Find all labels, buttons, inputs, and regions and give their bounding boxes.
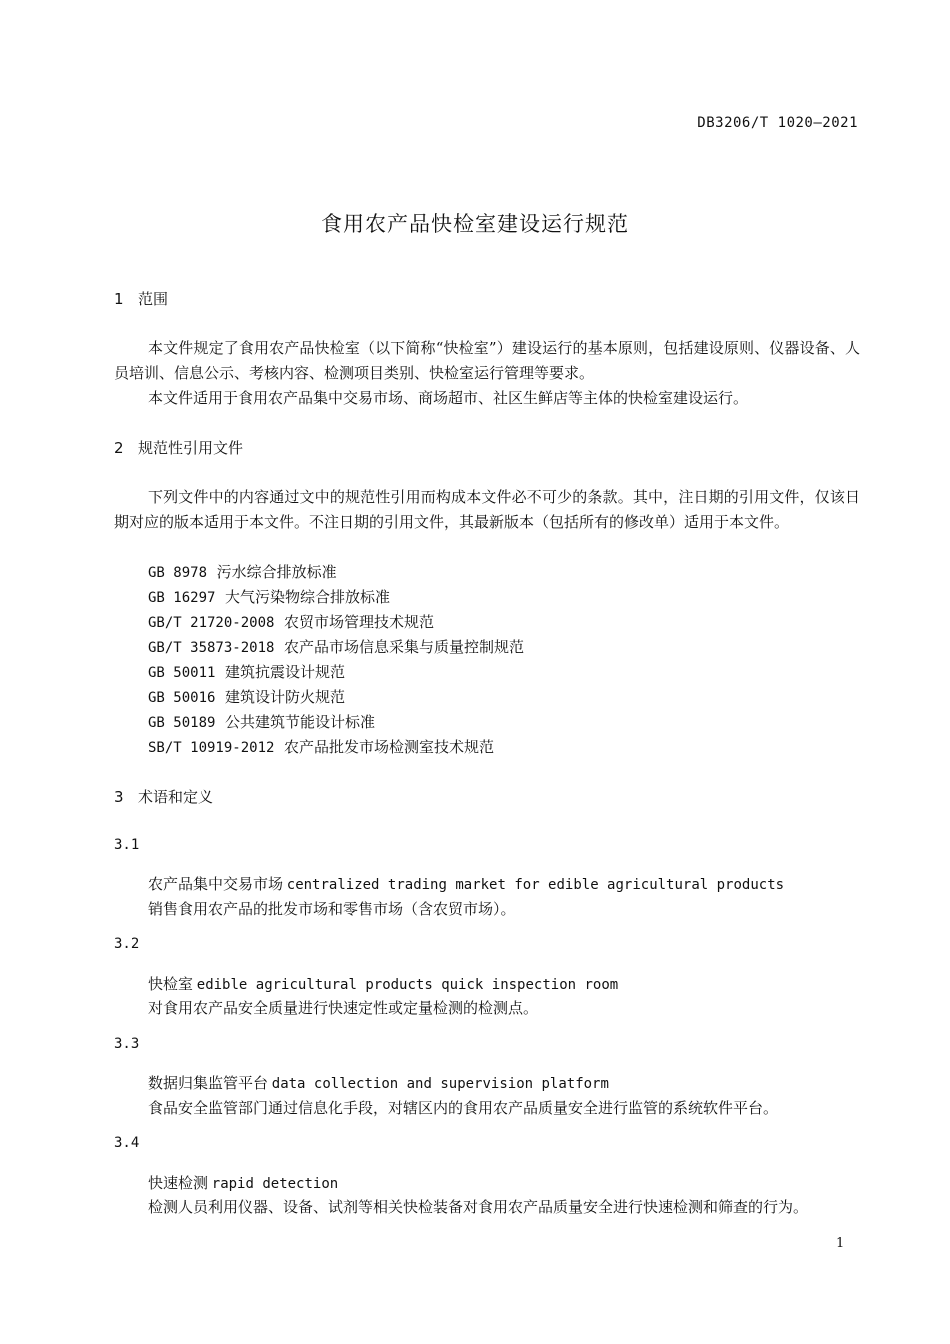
term-definition: 检测人员利用仪器、设备、试剂等相关快检装备对食用农产品质量安全进行快速检测和筛查的行为。	[148, 1198, 809, 1216]
standard-code: DB3206/T 1020—2021	[697, 115, 858, 131]
reference-title: 农产品市场信息采集与质量控制规范	[283, 638, 524, 656]
reference-code: GB 50016	[148, 690, 216, 706]
term-en: rapid detection	[211, 1176, 339, 1192]
document-title: 食用农产品快检室建设运行规范	[321, 212, 629, 236]
reference-code: GB/T 21720-2008	[148, 615, 275, 631]
section-number: 1	[114, 290, 124, 308]
section-title: 术语和定义	[138, 788, 214, 806]
reference-item	[148, 736, 494, 757]
section-heading-terms-definitions	[114, 786, 213, 807]
term-heading	[148, 973, 618, 994]
term-number: 3.4	[114, 1135, 140, 1151]
page-number: 1	[836, 1236, 845, 1251]
term-number: 3.3	[114, 1036, 140, 1052]
reference-item	[148, 561, 337, 582]
reference-item	[148, 686, 345, 707]
term-zh: 快检室	[148, 975, 194, 993]
reference-title: 建筑设计防火规范	[224, 688, 345, 706]
reference-item	[148, 661, 345, 682]
section-heading-scope	[114, 288, 168, 309]
reference-title: 建筑抗震设计规范	[224, 663, 345, 681]
section-heading-normative-references	[114, 437, 243, 458]
reference-title: 污水综合排放标准	[216, 563, 337, 581]
reference-title: 大气污染物综合排放标准	[224, 588, 390, 606]
term-definition: 销售食用农产品的批发市场和零售市场（含农贸市场）。	[148, 900, 516, 918]
reference-code: GB/T 35873-2018	[148, 640, 275, 656]
section-title: 规范性引用文件	[138, 439, 244, 457]
paragraph: 本文件适用于食用农产品集中交易市场、商场超市、社区生鲜店等主体的快检室建设运行。	[148, 389, 749, 407]
reference-title: 农贸市场管理技术规范	[283, 613, 434, 631]
reference-code: SB/T 10919-2012	[148, 740, 275, 756]
term-en: data collection and supervision platform	[271, 1076, 609, 1092]
reference-code: GB 50189	[148, 715, 216, 731]
paragraph: 下列文件中的内容通过文中的规范性引用而构成本文件必不可少的条款。其中，注日期的引用文件，仅该日期对应的版本适用于本文件。不注日期的引用文件，其最新版本（包括所有的修改单）适用于本文件。	[114, 488, 860, 531]
reference-title: 农产品批发市场检测室技术规范	[283, 738, 494, 756]
reference-item	[148, 711, 375, 732]
term-definition: 食品安全监管部门通过信息化手段，对辖区内的食用农产品质量安全进行监管的系统软件平台。	[148, 1099, 779, 1117]
reference-item	[148, 611, 434, 632]
section-number: 2	[114, 439, 124, 457]
term-number: 3.1	[114, 837, 140, 853]
term-zh: 快速检测	[148, 1174, 209, 1192]
reference-code: GB 8978	[148, 565, 208, 581]
term-number: 3.2	[114, 936, 140, 952]
reference-title: 公共建筑节能设计标准	[224, 713, 375, 731]
term-zh: 农产品集中交易市场	[148, 875, 284, 893]
paragraph: 本文件规定了食用农产品快检室（以下简称“快检室”）建设运行的基本原则，包括建设原则、仪器设备、人员培训、信息公示、考核内容、检测项目类别、快检室运行管理等要求。	[114, 339, 860, 382]
term-en: edible agricultural products quick inspection room	[196, 977, 619, 993]
reference-item	[148, 586, 390, 607]
section-number: 3	[114, 788, 124, 806]
term-heading	[148, 1172, 338, 1193]
section-title: 范围	[138, 290, 169, 308]
reference-item	[148, 636, 524, 657]
term-heading	[148, 1072, 609, 1093]
term-zh: 数据归集监管平台	[148, 1074, 269, 1092]
reference-code: GB 16297	[148, 590, 216, 606]
term-heading	[148, 873, 784, 894]
term-definition: 对食用农产品安全质量进行快速定性或定量检测的检测点。	[148, 999, 539, 1017]
term-en: centralized trading market for edible agricultural products	[286, 877, 785, 893]
reference-code: GB 50011	[148, 665, 216, 681]
